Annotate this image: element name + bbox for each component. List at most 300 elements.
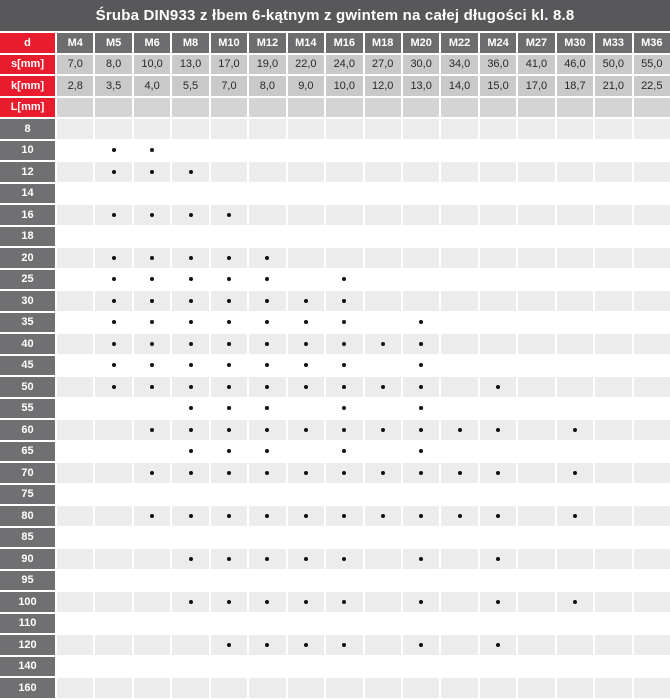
availability-cell-25-M27 bbox=[518, 270, 554, 290]
availability-cell-95-M6 bbox=[134, 571, 170, 591]
availability-cell-140-M33 bbox=[595, 657, 631, 677]
availability-dot-icon bbox=[304, 320, 308, 324]
availability-cell-60-M20 bbox=[403, 420, 439, 440]
availability-cell-10-M20 bbox=[403, 141, 439, 161]
availability-cell-95-M33 bbox=[595, 571, 631, 591]
availability-dot-icon bbox=[342, 428, 346, 432]
availability-cell-85-M5 bbox=[95, 528, 131, 548]
availability-dot-icon bbox=[112, 213, 116, 217]
availability-cell-100-M16 bbox=[326, 592, 362, 612]
availability-cell-80-M12 bbox=[249, 506, 285, 526]
length-row-70 bbox=[0, 463, 670, 483]
availability-cell-12-M6 bbox=[134, 162, 170, 182]
availability-cell-20-M30 bbox=[557, 248, 593, 268]
availability-cell-40-M10 bbox=[211, 334, 247, 354]
length-label-140: 140 bbox=[0, 657, 55, 677]
availability-cell-8-M18 bbox=[365, 119, 401, 139]
availability-dot-icon bbox=[112, 170, 116, 174]
availability-dot-icon bbox=[150, 363, 154, 367]
availability-cell-25-M5 bbox=[95, 270, 131, 290]
page-title: Śruba DIN933 z łbem 6-kątnym z gwintem na całej długości kl. 8.8 bbox=[0, 0, 670, 31]
availability-cell-60-M27 bbox=[518, 420, 554, 440]
k-value-cell: 4,0 bbox=[134, 76, 170, 96]
availability-cell-12-M30 bbox=[557, 162, 593, 182]
availability-cell-140-M10 bbox=[211, 657, 247, 677]
availability-cell-100-M18 bbox=[365, 592, 401, 612]
availability-cell-45-M6 bbox=[134, 356, 170, 376]
availability-cell-20-M16 bbox=[326, 248, 362, 268]
availability-dot-icon bbox=[381, 471, 385, 475]
availability-cell-55-M12 bbox=[249, 399, 285, 419]
availability-cell-18-M8 bbox=[172, 227, 208, 247]
availability-dot-icon bbox=[265, 643, 269, 647]
availability-cell-35-M12 bbox=[249, 313, 285, 333]
availability-dot-icon bbox=[150, 256, 154, 260]
availability-cell-12-M4 bbox=[57, 162, 93, 182]
availability-cell-25-M6 bbox=[134, 270, 170, 290]
availability-cell-35-M33 bbox=[595, 313, 631, 333]
availability-dot-icon bbox=[458, 514, 462, 518]
availability-cell-80-M14 bbox=[288, 506, 324, 526]
s-value-cell: 17,0 bbox=[211, 55, 247, 75]
availability-cell-100-M5 bbox=[95, 592, 131, 612]
availability-cell-70-M10 bbox=[211, 463, 247, 483]
availability-cell-30-M18 bbox=[365, 291, 401, 311]
availability-cell-100-M27 bbox=[518, 592, 554, 612]
availability-cell-25-M22 bbox=[441, 270, 477, 290]
availability-cell-85-M24 bbox=[480, 528, 516, 548]
availability-cell-120-M30 bbox=[557, 635, 593, 655]
availability-cell-100-M22 bbox=[441, 592, 477, 612]
availability-cell-12-M10 bbox=[211, 162, 247, 182]
length-row-12 bbox=[0, 162, 670, 182]
availability-cell-55-M27 bbox=[518, 399, 554, 419]
availability-cell-20-M4 bbox=[57, 248, 93, 268]
availability-cell-85-M14 bbox=[288, 528, 324, 548]
availability-cell-20-M14 bbox=[288, 248, 324, 268]
availability-dot-icon bbox=[419, 406, 423, 410]
length-label-50: 50 bbox=[0, 377, 55, 397]
availability-cell-80-M4 bbox=[57, 506, 93, 526]
availability-dot-icon bbox=[573, 428, 577, 432]
availability-dot-icon bbox=[304, 600, 308, 604]
availability-dot-icon bbox=[265, 320, 269, 324]
availability-cell-14-M20 bbox=[403, 184, 439, 204]
length-label-160: 160 bbox=[0, 678, 55, 698]
availability-cell-65-M4 bbox=[57, 442, 93, 462]
availability-cell-95-M12 bbox=[249, 571, 285, 591]
availability-cell-75-M6 bbox=[134, 485, 170, 505]
availability-dot-icon bbox=[265, 299, 269, 303]
availability-cell-12-M27 bbox=[518, 162, 554, 182]
availability-cell-14-M36 bbox=[634, 184, 670, 204]
availability-cell-90-M30 bbox=[557, 549, 593, 569]
availability-cell-35-M6 bbox=[134, 313, 170, 333]
availability-cell-80-M18 bbox=[365, 506, 401, 526]
availability-cell-18-M24 bbox=[480, 227, 516, 247]
availability-dot-icon bbox=[342, 406, 346, 410]
availability-dot-icon bbox=[265, 342, 269, 346]
availability-cell-45-M24 bbox=[480, 356, 516, 376]
s-value-cell: 41,0 bbox=[518, 55, 554, 75]
availability-dot-icon bbox=[112, 320, 116, 324]
availability-cell-90-M12 bbox=[249, 549, 285, 569]
availability-cell-16-M16 bbox=[326, 205, 362, 225]
availability-dot-icon bbox=[419, 385, 423, 389]
availability-cell-85-M4 bbox=[57, 528, 93, 548]
availability-cell-80-M6 bbox=[134, 506, 170, 526]
availability-dot-icon bbox=[265, 428, 269, 432]
size-header-M4: M4 bbox=[57, 33, 93, 53]
size-header-M36: M36 bbox=[634, 33, 670, 53]
size-header-M10: M10 bbox=[211, 33, 247, 53]
availability-dot-icon bbox=[496, 514, 500, 518]
availability-cell-100-M4 bbox=[57, 592, 93, 612]
availability-cell-14-M5 bbox=[95, 184, 131, 204]
availability-dot-icon bbox=[150, 385, 154, 389]
availability-cell-25-M20 bbox=[403, 270, 439, 290]
length-label-65: 65 bbox=[0, 442, 55, 462]
availability-cell-50-M24 bbox=[480, 377, 516, 397]
availability-dot-icon bbox=[150, 170, 154, 174]
availability-cell-12-M22 bbox=[441, 162, 477, 182]
s-dimension-row bbox=[0, 55, 670, 75]
availability-dot-icon bbox=[573, 514, 577, 518]
s-value-cell: 27,0 bbox=[365, 55, 401, 75]
availability-cell-75-M36 bbox=[634, 485, 670, 505]
availability-cell-70-M22 bbox=[441, 463, 477, 483]
availability-cell-12-M24 bbox=[480, 162, 516, 182]
s-value-cell: 36,0 bbox=[480, 55, 516, 75]
availability-dot-icon bbox=[189, 363, 193, 367]
availability-cell-100-M30 bbox=[557, 592, 593, 612]
availability-dot-icon bbox=[304, 299, 308, 303]
availability-cell-20-M22 bbox=[441, 248, 477, 268]
length-header-spacer-cell bbox=[134, 98, 170, 118]
availability-cell-110-M24 bbox=[480, 614, 516, 634]
k-value-cell: 5,5 bbox=[172, 76, 208, 96]
availability-cell-12-M33 bbox=[595, 162, 631, 182]
availability-cell-160-M24 bbox=[480, 678, 516, 698]
size-header-M24: M24 bbox=[480, 33, 516, 53]
availability-cell-30-M33 bbox=[595, 291, 631, 311]
availability-dot-icon bbox=[265, 514, 269, 518]
availability-cell-160-M30 bbox=[557, 678, 593, 698]
availability-cell-80-M5 bbox=[95, 506, 131, 526]
availability-cell-95-M36 bbox=[634, 571, 670, 591]
availability-cell-30-M27 bbox=[518, 291, 554, 311]
size-header-M30: M30 bbox=[557, 33, 593, 53]
length-row-110 bbox=[0, 614, 670, 634]
length-header-spacer-cell bbox=[480, 98, 516, 118]
availability-cell-50-M22 bbox=[441, 377, 477, 397]
availability-cell-12-M12 bbox=[249, 162, 285, 182]
length-row-20 bbox=[0, 248, 670, 268]
availability-dot-icon bbox=[150, 342, 154, 346]
length-header-spacer-cell bbox=[403, 98, 439, 118]
availability-cell-140-M16 bbox=[326, 657, 362, 677]
availability-dot-icon bbox=[150, 299, 154, 303]
availability-cell-20-M27 bbox=[518, 248, 554, 268]
availability-cell-30-M20 bbox=[403, 291, 439, 311]
length-row-95 bbox=[0, 571, 670, 591]
availability-cell-90-M27 bbox=[518, 549, 554, 569]
availability-cell-110-M27 bbox=[518, 614, 554, 634]
availability-dot-icon bbox=[150, 213, 154, 217]
availability-cell-110-M12 bbox=[249, 614, 285, 634]
availability-cell-90-M8 bbox=[172, 549, 208, 569]
availability-dot-icon bbox=[304, 557, 308, 561]
availability-cell-10-M4 bbox=[57, 141, 93, 161]
length-header-spacer-cell bbox=[288, 98, 324, 118]
length-label-30: 30 bbox=[0, 291, 55, 311]
availability-cell-30-M14 bbox=[288, 291, 324, 311]
length-row-18 bbox=[0, 227, 670, 247]
availability-cell-50-M20 bbox=[403, 377, 439, 397]
availability-cell-110-M18 bbox=[365, 614, 401, 634]
availability-cell-140-M24 bbox=[480, 657, 516, 677]
availability-cell-45-M22 bbox=[441, 356, 477, 376]
availability-cell-35-M14 bbox=[288, 313, 324, 333]
availability-dot-icon bbox=[189, 342, 193, 346]
availability-cell-16-M14 bbox=[288, 205, 324, 225]
availability-cell-45-M16 bbox=[326, 356, 362, 376]
availability-cell-55-M18 bbox=[365, 399, 401, 419]
availability-cell-70-M36 bbox=[634, 463, 670, 483]
availability-dot-icon bbox=[189, 406, 193, 410]
length-label-40: 40 bbox=[0, 334, 55, 354]
availability-cell-10-M10 bbox=[211, 141, 247, 161]
availability-cell-140-M27 bbox=[518, 657, 554, 677]
availability-cell-100-M12 bbox=[249, 592, 285, 612]
availability-cell-65-M16 bbox=[326, 442, 362, 462]
availability-dot-icon bbox=[381, 514, 385, 518]
availability-cell-110-M33 bbox=[595, 614, 631, 634]
length-header-spacer-cell bbox=[249, 98, 285, 118]
availability-cell-65-M24 bbox=[480, 442, 516, 462]
availability-cell-25-M12 bbox=[249, 270, 285, 290]
length-label-25: 25 bbox=[0, 270, 55, 290]
size-header-M5: M5 bbox=[95, 33, 131, 53]
availability-cell-35-M5 bbox=[95, 313, 131, 333]
availability-dot-icon bbox=[265, 363, 269, 367]
availability-cell-90-M18 bbox=[365, 549, 401, 569]
availability-cell-10-M22 bbox=[441, 141, 477, 161]
availability-cell-20-M6 bbox=[134, 248, 170, 268]
length-header-spacer-cell bbox=[441, 98, 477, 118]
k-value-cell: 10,0 bbox=[326, 76, 362, 96]
availability-cell-90-M4 bbox=[57, 549, 93, 569]
availability-cell-120-M10 bbox=[211, 635, 247, 655]
availability-cell-75-M16 bbox=[326, 485, 362, 505]
availability-cell-75-M4 bbox=[57, 485, 93, 505]
availability-cell-65-M18 bbox=[365, 442, 401, 462]
availability-cell-45-M8 bbox=[172, 356, 208, 376]
length-label-14: 14 bbox=[0, 184, 55, 204]
availability-cell-65-M20 bbox=[403, 442, 439, 462]
availability-dot-icon bbox=[304, 514, 308, 518]
availability-cell-100-M20 bbox=[403, 592, 439, 612]
availability-cell-160-M33 bbox=[595, 678, 631, 698]
availability-cell-110-M16 bbox=[326, 614, 362, 634]
k-value-cell: 22,5 bbox=[634, 76, 670, 96]
availability-dot-icon bbox=[342, 514, 346, 518]
availability-cell-75-M22 bbox=[441, 485, 477, 505]
availability-cell-50-M6 bbox=[134, 377, 170, 397]
length-row-25 bbox=[0, 270, 670, 290]
length-header-spacer-cell bbox=[57, 98, 93, 118]
availability-cell-50-M33 bbox=[595, 377, 631, 397]
availability-cell-10-M5 bbox=[95, 141, 131, 161]
availability-cell-8-M20 bbox=[403, 119, 439, 139]
availability-cell-55-M24 bbox=[480, 399, 516, 419]
availability-cell-35-M18 bbox=[365, 313, 401, 333]
availability-dot-icon bbox=[342, 299, 346, 303]
availability-cell-110-M30 bbox=[557, 614, 593, 634]
k-value-cell: 13,0 bbox=[403, 76, 439, 96]
length-row-120 bbox=[0, 635, 670, 655]
k-value-cell: 7,0 bbox=[211, 76, 247, 96]
availability-dot-icon bbox=[227, 428, 231, 432]
availability-cell-140-M14 bbox=[288, 657, 324, 677]
availability-cell-60-M24 bbox=[480, 420, 516, 440]
availability-cell-65-M30 bbox=[557, 442, 593, 462]
availability-cell-20-M20 bbox=[403, 248, 439, 268]
availability-cell-18-M16 bbox=[326, 227, 362, 247]
length-header-spacer-cell bbox=[518, 98, 554, 118]
availability-cell-160-M12 bbox=[249, 678, 285, 698]
availability-dot-icon bbox=[112, 256, 116, 260]
availability-cell-100-M33 bbox=[595, 592, 631, 612]
s-value-cell: 13,0 bbox=[172, 55, 208, 75]
availability-cell-8-M8 bbox=[172, 119, 208, 139]
availability-cell-20-M5 bbox=[95, 248, 131, 268]
availability-cell-30-M22 bbox=[441, 291, 477, 311]
availability-cell-8-M22 bbox=[441, 119, 477, 139]
availability-cell-70-M20 bbox=[403, 463, 439, 483]
availability-cell-25-M33 bbox=[595, 270, 631, 290]
availability-cell-65-M22 bbox=[441, 442, 477, 462]
availability-dot-icon bbox=[189, 213, 193, 217]
availability-cell-120-M6 bbox=[134, 635, 170, 655]
length-row-60 bbox=[0, 420, 670, 440]
availability-dot-icon bbox=[227, 363, 231, 367]
availability-cell-65-M8 bbox=[172, 442, 208, 462]
availability-cell-20-M33 bbox=[595, 248, 631, 268]
availability-cell-18-M27 bbox=[518, 227, 554, 247]
availability-cell-95-M8 bbox=[172, 571, 208, 591]
availability-cell-60-M10 bbox=[211, 420, 247, 440]
availability-cell-18-M14 bbox=[288, 227, 324, 247]
availability-cell-140-M18 bbox=[365, 657, 401, 677]
length-label-110: 110 bbox=[0, 614, 55, 634]
availability-cell-75-M30 bbox=[557, 485, 593, 505]
size-header-M33: M33 bbox=[595, 33, 631, 53]
k-value-cell: 9,0 bbox=[288, 76, 324, 96]
availability-dot-icon bbox=[112, 148, 116, 152]
availability-cell-70-M24 bbox=[480, 463, 516, 483]
availability-cell-40-M16 bbox=[326, 334, 362, 354]
availability-cell-8-M6 bbox=[134, 119, 170, 139]
availability-dot-icon bbox=[342, 449, 346, 453]
availability-cell-65-M36 bbox=[634, 442, 670, 462]
availability-dot-icon bbox=[342, 385, 346, 389]
availability-cell-14-M33 bbox=[595, 184, 631, 204]
availability-dot-icon bbox=[496, 557, 500, 561]
k-value-cell: 18,7 bbox=[557, 76, 593, 96]
availability-cell-140-M12 bbox=[249, 657, 285, 677]
length-label-75: 75 bbox=[0, 485, 55, 505]
availability-dot-icon bbox=[112, 277, 116, 281]
availability-cell-12-M20 bbox=[403, 162, 439, 182]
length-label-55: 55 bbox=[0, 399, 55, 419]
availability-cell-8-M27 bbox=[518, 119, 554, 139]
availability-cell-65-M27 bbox=[518, 442, 554, 462]
availability-cell-40-M30 bbox=[557, 334, 593, 354]
availability-dot-icon bbox=[342, 342, 346, 346]
s-value-cell: 50,0 bbox=[595, 55, 631, 75]
availability-cell-35-M27 bbox=[518, 313, 554, 333]
availability-cell-30-M10 bbox=[211, 291, 247, 311]
availability-dot-icon bbox=[573, 471, 577, 475]
availability-cell-18-M18 bbox=[365, 227, 401, 247]
size-header-M18: M18 bbox=[365, 33, 401, 53]
availability-cell-120-M16 bbox=[326, 635, 362, 655]
s-value-cell: 10,0 bbox=[134, 55, 170, 75]
availability-cell-160-M18 bbox=[365, 678, 401, 698]
availability-cell-18-M30 bbox=[557, 227, 593, 247]
availability-cell-18-M4 bbox=[57, 227, 93, 247]
availability-cell-50-M8 bbox=[172, 377, 208, 397]
availability-dot-icon bbox=[189, 449, 193, 453]
availability-cell-12-M8 bbox=[172, 162, 208, 182]
availability-dot-icon bbox=[112, 363, 116, 367]
availability-dot-icon bbox=[150, 471, 154, 475]
availability-cell-55-M5 bbox=[95, 399, 131, 419]
availability-cell-75-M5 bbox=[95, 485, 131, 505]
availability-cell-8-M10 bbox=[211, 119, 247, 139]
availability-cell-120-M14 bbox=[288, 635, 324, 655]
k-value-cell: 17,0 bbox=[518, 76, 554, 96]
availability-dot-icon bbox=[227, 277, 231, 281]
availability-cell-50-M36 bbox=[634, 377, 670, 397]
availability-cell-90-M20 bbox=[403, 549, 439, 569]
availability-cell-75-M24 bbox=[480, 485, 516, 505]
availability-cell-80-M36 bbox=[634, 506, 670, 526]
availability-cell-30-M8 bbox=[172, 291, 208, 311]
availability-dot-icon bbox=[227, 471, 231, 475]
availability-cell-110-M5 bbox=[95, 614, 131, 634]
size-header-M20: M20 bbox=[403, 33, 439, 53]
availability-cell-110-M36 bbox=[634, 614, 670, 634]
k-value-cell: 21,0 bbox=[595, 76, 631, 96]
availability-cell-18-M5 bbox=[95, 227, 131, 247]
availability-cell-35-M10 bbox=[211, 313, 247, 333]
k-value-cell: 2,8 bbox=[57, 76, 93, 96]
availability-cell-85-M22 bbox=[441, 528, 477, 548]
availability-dot-icon bbox=[265, 557, 269, 561]
length-row-50 bbox=[0, 377, 670, 397]
availability-dot-icon bbox=[227, 643, 231, 647]
availability-cell-25-M30 bbox=[557, 270, 593, 290]
availability-cell-140-M20 bbox=[403, 657, 439, 677]
availability-cell-85-M27 bbox=[518, 528, 554, 548]
availability-cell-45-M27 bbox=[518, 356, 554, 376]
availability-cell-16-M20 bbox=[403, 205, 439, 225]
availability-cell-140-M6 bbox=[134, 657, 170, 677]
availability-cell-95-M18 bbox=[365, 571, 401, 591]
diameter-header-row bbox=[0, 33, 670, 53]
